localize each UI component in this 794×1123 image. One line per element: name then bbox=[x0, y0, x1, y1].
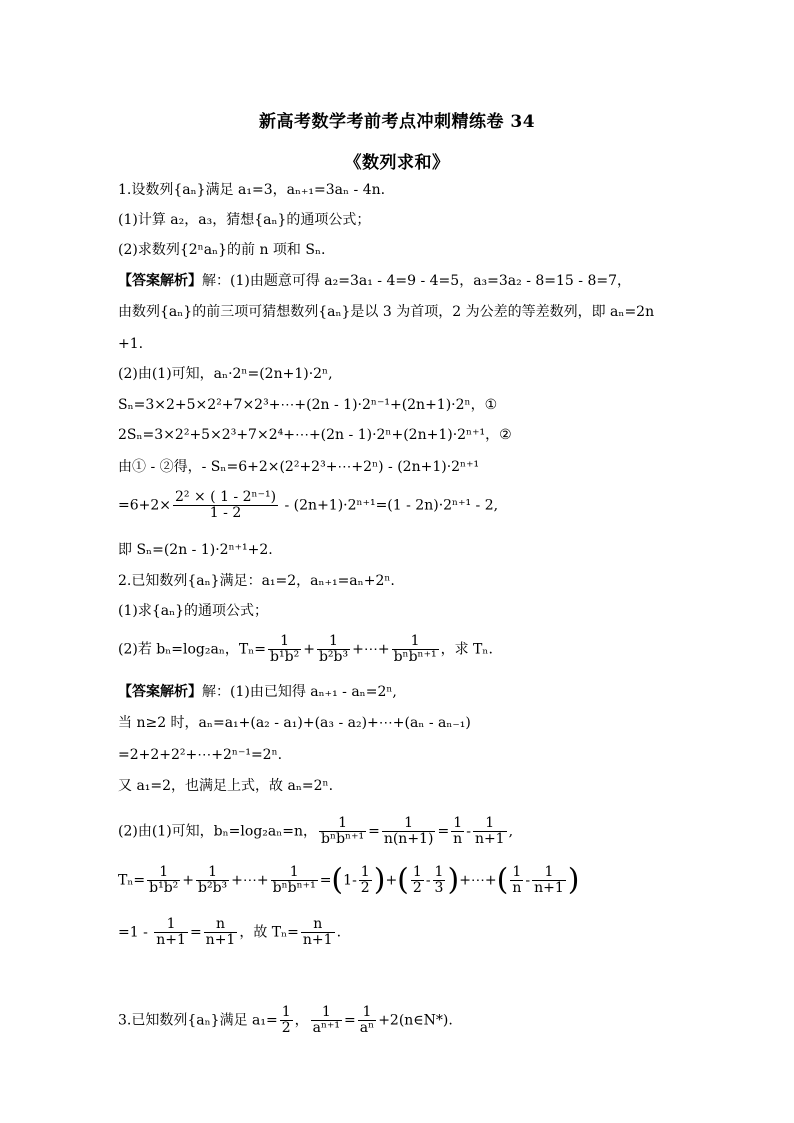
q1-solution-line5: Sₙ=3×2+5×2²+7×2³+⋯+(2n - 1)·2ⁿ⁻¹+(2n+1)·2ⁿ，① bbox=[118, 397, 498, 413]
fraction-numerator: 1 bbox=[317, 634, 350, 650]
q2-part2 bbox=[118, 634, 493, 665]
fraction bbox=[382, 816, 436, 847]
q2-sol5-pre: (2)由(1)可知，bₙ=log₂aₙ=n， bbox=[118, 823, 318, 840]
fraction-numerator: 1 bbox=[281, 1004, 291, 1020]
q1-stem: 1.设数列{aₙ}满足 a₁=3，aₙ₊₁=3aₙ - 4n. bbox=[118, 182, 386, 198]
q3-stem-pre: 3.已知数列{aₙ}满足 a₁= bbox=[118, 1012, 278, 1029]
q1-solution-line4: (2)由(1)可知，aₙ·2ⁿ=(2n+1)·2ⁿ, bbox=[118, 366, 333, 382]
fraction-numerator: 1 bbox=[434, 864, 444, 880]
q2-sol7-mid: ，故 Tₙ= bbox=[239, 924, 299, 941]
fraction bbox=[433, 865, 446, 896]
fraction-denominator: b¹b² bbox=[149, 880, 179, 896]
fraction bbox=[392, 634, 439, 665]
fraction-denominator: n+1 bbox=[156, 932, 186, 948]
fraction-denominator: n+1 bbox=[302, 932, 333, 948]
q2-solution-line6 bbox=[118, 862, 580, 898]
page-subtitle: 《数列求和》 bbox=[344, 153, 450, 173]
fraction-denominator: bⁿbⁿ⁺¹ bbox=[393, 649, 437, 665]
fraction-denominator: b¹b² bbox=[270, 649, 300, 665]
q2-p2-post: ，求 Tₙ. bbox=[440, 641, 493, 658]
right-paren: ) bbox=[567, 862, 580, 898]
q1-sol1-text: 解：(1)由题意可得 a₂=3a₁ - 4=9 - 4=5，a₃=3a₂ - 8=15 - 8=7， bbox=[202, 273, 632, 289]
q2-sol7-pre: =1 - bbox=[118, 924, 153, 941]
fraction bbox=[319, 816, 366, 847]
fraction-numerator: 1 bbox=[311, 1005, 342, 1021]
left-paren: ( bbox=[397, 862, 409, 898]
q2-solution-line2: 当 n≥2 时，aₙ=a₁+(a₂ - a₁)+(a₃ - a₂)+⋯+(aₙ - aₙ₋₁) bbox=[118, 715, 471, 731]
q3-stem bbox=[118, 1005, 453, 1036]
fraction-denominator: 2 bbox=[412, 880, 422, 896]
fraction-numerator: 1 bbox=[196, 865, 229, 881]
plus-sign: + bbox=[182, 872, 195, 889]
fraction-numerator: 2² × ( 1 - 2ⁿ⁻¹) bbox=[175, 489, 277, 505]
fraction-numerator: 1 bbox=[358, 1005, 376, 1021]
right-paren: ) bbox=[373, 862, 386, 898]
equals-sign: = bbox=[344, 1012, 356, 1029]
q1-sol8-fraction bbox=[173, 490, 278, 521]
fraction-denominator: 2 bbox=[281, 1020, 291, 1036]
q1-solution-line7: 由① - ②得，- Sₙ=6+2×(2²+2³+⋯+2ⁿ) - (2n+1)·2ⁿ⁺¹ bbox=[118, 459, 480, 475]
fraction-denominator: 2 bbox=[360, 880, 370, 896]
fraction bbox=[311, 1005, 342, 1036]
q2-solution-line5: (2)由(1)可知，bₙ=log₂aₙ=n， $\frac{1}{\text{bⁿbⁿ⁺¹}}$ = $\frac{1}{n(n+1)}$ = $\frac{1}{n}$ - $\frac{1}{n+1}$ , bbox=[118, 815, 514, 847]
fraction bbox=[204, 917, 238, 948]
q1-solution-line3: +1. bbox=[118, 336, 144, 352]
plus-sign: + bbox=[303, 641, 315, 658]
fraction-numerator: 1 bbox=[473, 816, 507, 832]
fraction-denominator: bⁿbⁿ⁺¹ bbox=[321, 831, 365, 847]
q1-solution-line6: 2Sₙ=3×2²+5×2³+7×2⁴+⋯+(2n - 1)·2ⁿ+(2n+1)·2ⁿ⁺¹，② bbox=[118, 427, 512, 443]
page-title: 新高考数学考前考点冲刺精练卷 34 bbox=[258, 112, 536, 132]
fraction-numerator: 1 bbox=[319, 816, 366, 832]
fraction bbox=[301, 917, 335, 948]
q1-part1: (1)计算 a₂，a₃，猜想{aₙ}的通项公式； bbox=[118, 212, 371, 228]
fraction bbox=[196, 865, 229, 896]
fraction-denominator: b²b³ bbox=[198, 880, 228, 896]
equals-sign: = bbox=[319, 872, 332, 889]
fraction-numerator: 1 bbox=[154, 917, 188, 933]
q2-solution-line4: 又 a₁=2，也满足上式，故 aₙ=2ⁿ. bbox=[118, 778, 334, 794]
q2-solution-line3: =2+2+2²+⋯+2ⁿ⁻¹=2ⁿ. bbox=[118, 747, 283, 763]
term-one: 1 bbox=[343, 872, 353, 889]
minus-sign: - bbox=[525, 872, 531, 889]
equals-sign: = bbox=[368, 823, 380, 840]
fraction-numerator: 1 bbox=[360, 864, 370, 880]
fraction-denominator: n(n+1) bbox=[383, 831, 434, 847]
fraction bbox=[271, 865, 318, 896]
fraction bbox=[268, 634, 301, 665]
fraction-denominator: n bbox=[512, 880, 522, 896]
fraction-denominator: bⁿbⁿ⁺¹ bbox=[272, 880, 316, 896]
fraction-denominator: n bbox=[453, 831, 463, 847]
fraction-numerator: 1 bbox=[392, 634, 439, 650]
q2-solution-line7: =1 - $\frac{1}{n+1}$ = $\frac{n}{n+1}$ ，故 Tₙ= $\frac{n}{n+1}$ . bbox=[118, 916, 342, 948]
q2-solution-line1 bbox=[118, 683, 397, 701]
fraction bbox=[358, 1005, 376, 1036]
fraction bbox=[359, 865, 372, 896]
fraction-numerator: 1 bbox=[510, 865, 523, 881]
q1-solution-line2: 由数列{aₙ}的前三项可猜想数列{aₙ}是以 3 为首项，2 为公差的等差数列，即 aₙ=2n bbox=[118, 304, 655, 320]
fraction-denominator: 1 - 2 bbox=[209, 505, 242, 521]
fraction-numerator: 1 bbox=[451, 816, 464, 832]
equals-sign: = bbox=[189, 924, 202, 941]
plus-sign: + bbox=[385, 872, 398, 889]
q2-p2-pre: (2)若 bₙ=log₂aₙ，Tₙ= bbox=[118, 641, 267, 658]
fraction-denominator: n+1 bbox=[534, 880, 564, 896]
q1-part2: (2)求数列{2ⁿaₙ}的前 n 项和 Sₙ. bbox=[118, 242, 326, 258]
fraction-numerator: n bbox=[204, 917, 238, 933]
minus-sign: - bbox=[352, 872, 357, 889]
minus-sign: - bbox=[425, 872, 431, 889]
q2-sol6-pre: Tₙ= bbox=[118, 872, 146, 889]
minus-sign: - bbox=[466, 823, 471, 840]
fraction bbox=[317, 634, 350, 665]
fraction bbox=[147, 865, 180, 896]
q2-sol1-text: 解：(1)由已知得 aₙ₊₁ - aₙ=2ⁿ, bbox=[202, 684, 397, 700]
q1-solution-line8 bbox=[118, 490, 498, 521]
fraction-denominator: aⁿ bbox=[359, 1020, 375, 1036]
fraction bbox=[473, 816, 507, 847]
fraction-denominator: b²b³ bbox=[318, 649, 349, 665]
fraction-numerator: n bbox=[301, 917, 335, 933]
q1-solution-line9: 即 Sₙ=(2n - 1)·2ⁿ⁺¹+2. bbox=[118, 542, 273, 558]
fraction-numerator: 1 bbox=[532, 865, 566, 881]
left-paren: ( bbox=[331, 862, 344, 898]
answer-label: 【答案解析】 bbox=[118, 684, 202, 700]
ellipsis-sum: +⋯+ bbox=[459, 872, 497, 889]
fraction bbox=[510, 865, 523, 896]
q1-solution-line1 bbox=[118, 272, 631, 290]
fraction bbox=[280, 1005, 293, 1036]
fraction bbox=[154, 917, 188, 948]
fraction bbox=[451, 816, 464, 847]
q1-sol8-pre: =6+2× bbox=[118, 497, 172, 514]
fraction-denominator: 3 bbox=[434, 880, 444, 896]
fraction-numerator: 1 bbox=[382, 816, 436, 832]
q2-part1: (1)求{aₙ}的通项公式； bbox=[118, 603, 269, 619]
fraction-numerator: 1 bbox=[271, 865, 318, 881]
equals-sign: = bbox=[437, 823, 450, 840]
q2-stem: 2.已知数列{aₙ}满足：a₁=2，aₙ₊₁=aₙ+2ⁿ. bbox=[118, 573, 395, 589]
fraction-numerator: 1 bbox=[268, 634, 301, 650]
left-paren: ( bbox=[496, 862, 509, 898]
ellipsis-sum: +⋯+ bbox=[231, 872, 269, 889]
fraction-numerator: 1 bbox=[147, 865, 180, 881]
right-paren: ) bbox=[447, 862, 460, 898]
fraction bbox=[532, 865, 566, 896]
fraction-numerator: 1 bbox=[412, 864, 422, 880]
fraction-denominator: n+1 bbox=[205, 932, 236, 948]
q3-stem-post: +2(n∈N*). bbox=[378, 1012, 453, 1029]
q1-sol8-post: - (2n+1)·2ⁿ⁺¹=(1 - 2n)·2ⁿ⁺¹ - 2, bbox=[280, 497, 499, 514]
answer-label: 【答案解析】 bbox=[118, 273, 202, 289]
fraction-denominator: aⁿ⁺¹ bbox=[312, 1020, 341, 1036]
fraction-denominator: n+1 bbox=[474, 831, 505, 847]
fraction bbox=[411, 865, 424, 896]
ellipsis-sum: +⋯+ bbox=[352, 641, 390, 658]
q3-stem-mid: ， bbox=[294, 1012, 309, 1029]
